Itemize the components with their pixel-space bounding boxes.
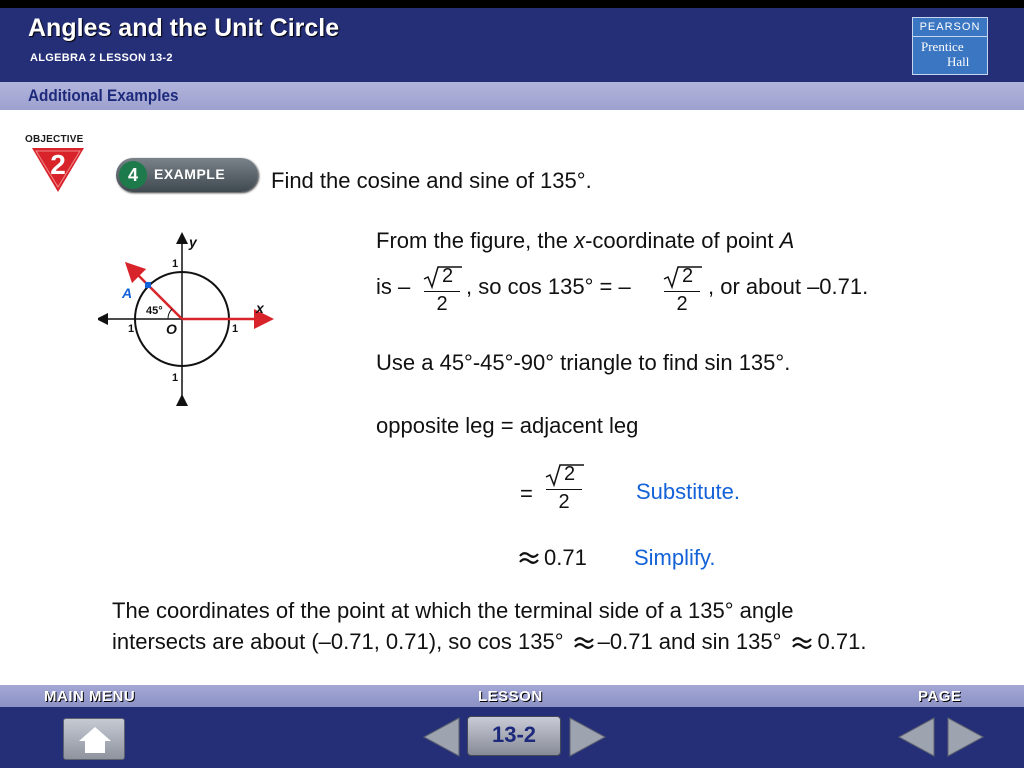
conclusion-line-2: [112, 629, 866, 655]
solution-line-3: Use a 45°-45°-90° triangle to find sin 135°.: [376, 350, 791, 375]
lesson-label: LESSON: [478, 688, 543, 705]
pearson-logo: [912, 17, 988, 75]
point-a-label: A: [122, 285, 133, 301]
point-a-marker: [145, 282, 151, 288]
section-title: Additional Examples: [28, 86, 179, 105]
example-number: 4: [119, 161, 147, 189]
lesson-number: 13-2: [491, 722, 537, 747]
main-menu-button[interactable]: [63, 718, 125, 760]
logo-publisher: PEARSON: [913, 18, 987, 37]
substitute-note: Substitute.: [636, 479, 740, 504]
angle-arc: [168, 309, 172, 319]
lesson-prev-button[interactable]: [421, 716, 461, 758]
example-label: EXAMPLE: [154, 166, 226, 182]
home-icon: [77, 725, 113, 755]
lesson-number-button[interactable]: [467, 716, 561, 756]
conclusion-text-c: 0.71.: [817, 629, 867, 654]
solution-line-2-is: is –: [376, 274, 411, 299]
page-label: PAGE: [918, 688, 962, 705]
line1-text-b: -coordinate of point: [585, 228, 780, 253]
main-menu-label: MAIN MENU: [44, 688, 136, 705]
fraction-sqrt2-over-2-a: [422, 263, 462, 319]
y-axis-label: y: [189, 234, 197, 250]
tick-y-top: 1: [172, 258, 179, 270]
logo-line-1: Prentice: [921, 39, 964, 54]
radicand: 2: [442, 265, 454, 287]
lesson-next-button[interactable]: [568, 716, 608, 758]
conclusion-text-a: intersects are about (–0.71, 0.71), so cos 135°: [112, 629, 564, 654]
tick-x-left: 1: [128, 323, 135, 335]
unit-circle-figure: [98, 232, 278, 408]
angle-label: 45°: [146, 305, 163, 317]
approx-symbol-icon: [792, 635, 812, 651]
example-badge: [116, 158, 258, 192]
denominator: 2: [676, 293, 688, 315]
page-prev-button[interactable]: [896, 716, 936, 758]
solution-line-2-mid: , so cos 135° = –: [466, 274, 631, 299]
objective-number: 2: [50, 149, 66, 180]
objective-badge-icon: [30, 146, 86, 194]
denominator: 2: [558, 491, 570, 513]
approx-symbol-icon: [518, 549, 540, 567]
approx-value: 0.71: [544, 545, 587, 570]
solution-line-4: opposite leg = adjacent leg: [376, 413, 639, 438]
radicand: 2: [682, 265, 694, 287]
tick-x-right: 1: [232, 323, 239, 335]
x-axis-label: x: [256, 300, 264, 316]
line1-variable: x: [574, 228, 586, 253]
example-prompt: Find the cosine and sine of 135°.: [271, 168, 592, 193]
fraction-sqrt2-over-2-c: [544, 461, 584, 517]
radicand: 2: [564, 463, 576, 485]
solution-line-2-end: , or about –0.71.: [708, 274, 869, 299]
simplify-note: Simplify.: [634, 545, 716, 570]
page-next-button[interactable]: [946, 716, 986, 758]
page-title: Angles and the Unit Circle: [28, 14, 340, 42]
conclusion-text-b: –0.71 and sin 135°: [597, 629, 782, 654]
tick-y-bottom: 1: [172, 372, 179, 384]
approx-symbol-icon: [574, 635, 594, 651]
solution-line-1: [376, 228, 794, 254]
conclusion-line-1: The coordinates of the point at which the terminal side of a 135° angle: [112, 598, 794, 623]
logo-line-2: Hall: [947, 54, 970, 69]
denominator: 2: [436, 293, 448, 315]
origin-label: O: [166, 321, 177, 337]
line1-text-a: From the figure, the: [376, 228, 575, 253]
objective-label: OBJECTIVE: [25, 134, 84, 145]
fraction-sqrt2-over-2-b: [662, 263, 702, 319]
line1-point: A: [779, 228, 795, 253]
lesson-subtitle: ALGEBRA 2 LESSON 13-2: [30, 52, 173, 64]
equals-sign: =: [520, 481, 533, 506]
